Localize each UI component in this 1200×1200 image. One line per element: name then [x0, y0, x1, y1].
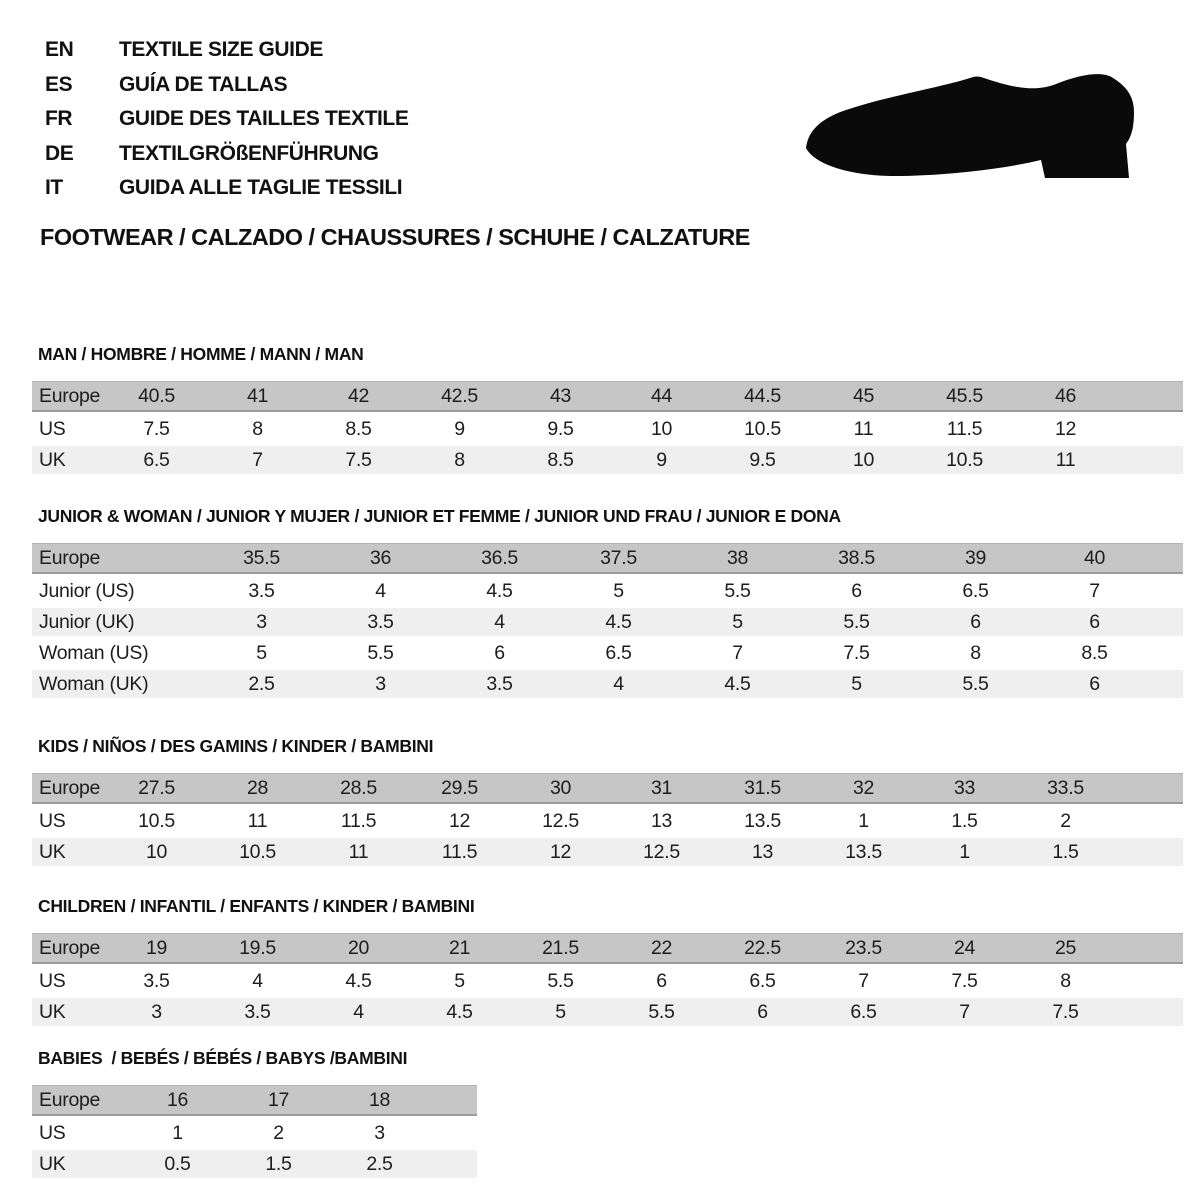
size-cell: 3.5 — [321, 608, 440, 636]
spacer-cell — [1116, 998, 1183, 1026]
size-cell: 7 — [1035, 577, 1154, 605]
size-cell: 1.5 — [1015, 838, 1116, 866]
spacer-cell — [430, 1085, 477, 1116]
size-cell: 3 — [106, 998, 207, 1026]
size-cell: 3 — [321, 670, 440, 698]
section-man — [32, 344, 1183, 477]
table-row — [32, 773, 1183, 804]
size-cell: 10.5 — [106, 807, 207, 835]
language-row — [45, 137, 408, 172]
size-cell: 4 — [207, 967, 308, 995]
spacer-cell — [1116, 446, 1183, 474]
size-cell: 45 — [813, 381, 914, 412]
table-row — [32, 1150, 477, 1178]
size-cell: 4 — [308, 998, 409, 1026]
size-cell: 1 — [813, 807, 914, 835]
row-label: Europe — [32, 381, 106, 412]
row-label: US — [32, 967, 106, 995]
language-code: ES — [45, 72, 73, 96]
size-cell: 3.5 — [207, 998, 308, 1026]
table-row — [32, 639, 1183, 667]
size-cell: 6.5 — [106, 446, 207, 474]
size-cell: 5 — [202, 639, 321, 667]
size-cell: 17 — [228, 1085, 329, 1116]
size-cell: 1 — [127, 1119, 228, 1147]
size-cell: 9 — [409, 415, 510, 443]
spacer-cell — [1116, 967, 1183, 995]
row-label: Europe — [32, 1085, 127, 1116]
size-cell: 31.5 — [712, 773, 813, 804]
spacer-cell — [430, 1150, 477, 1178]
size-cell: 7 — [813, 967, 914, 995]
size-cell: 5.5 — [321, 639, 440, 667]
size-cell: 2.5 — [202, 670, 321, 698]
language-title-list — [45, 33, 408, 206]
table-row — [32, 670, 1183, 698]
size-cell: 1.5 — [228, 1150, 329, 1178]
table-row — [32, 543, 1183, 574]
size-cell: 11 — [1015, 446, 1116, 474]
size-cell: 6 — [712, 998, 813, 1026]
size-cell: 4.5 — [308, 967, 409, 995]
language-code: DE — [45, 141, 74, 165]
row-label: Europe — [32, 933, 106, 964]
section-children — [32, 896, 1183, 1029]
size-cell: 6 — [1035, 608, 1154, 636]
size-cell: 6.5 — [712, 967, 813, 995]
spacer-cell — [1154, 670, 1183, 698]
size-cell: 7 — [207, 446, 308, 474]
size-cell: 6 — [797, 577, 916, 605]
size-cell: 3.5 — [202, 577, 321, 605]
size-cell: 16 — [127, 1085, 228, 1116]
size-cell: 12 — [1015, 415, 1116, 443]
size-cell: 38 — [678, 543, 797, 574]
size-cell: 35.5 — [202, 543, 321, 574]
size-cell: 32 — [813, 773, 914, 804]
size-cell: 7 — [678, 639, 797, 667]
size-cell: 42 — [308, 381, 409, 412]
size-cell: 12 — [409, 807, 510, 835]
size-cell: 10.5 — [712, 415, 813, 443]
size-cell: 3.5 — [440, 670, 559, 698]
size-cell: 28 — [207, 773, 308, 804]
size-cell: 11 — [207, 807, 308, 835]
row-label: Europe — [32, 543, 202, 574]
spacer-cell — [1154, 543, 1183, 574]
size-cell: 7.5 — [308, 446, 409, 474]
language-row — [45, 33, 408, 68]
row-label: Junior (US) — [32, 577, 202, 605]
size-cell: 5 — [409, 967, 510, 995]
size-cell: 29.5 — [409, 773, 510, 804]
spacer-cell — [1116, 933, 1183, 964]
size-cell: 33 — [914, 773, 1015, 804]
row-label: Europe — [32, 773, 106, 804]
size-cell: 22.5 — [712, 933, 813, 964]
size-cell: 12 — [510, 838, 611, 866]
language-code: EN — [45, 38, 74, 61]
size-cell: 11.5 — [409, 838, 510, 866]
size-cell: 21.5 — [510, 933, 611, 964]
size-cell: 10.5 — [207, 838, 308, 866]
size-cell: 9.5 — [510, 415, 611, 443]
row-label: UK — [32, 1150, 127, 1178]
size-cell: 6 — [1035, 670, 1154, 698]
language-title: TEXTILGRÖßENFÜHRUNG — [119, 141, 379, 165]
size-cell: 19 — [106, 933, 207, 964]
size-cell: 4 — [559, 670, 678, 698]
size-cell: 39 — [916, 543, 1035, 574]
size-cell: 10 — [813, 446, 914, 474]
size-cell: 3 — [202, 608, 321, 636]
size-cell: 30 — [510, 773, 611, 804]
size-cell: 8 — [1015, 967, 1116, 995]
row-label: Woman (UK) — [32, 670, 202, 698]
table-row — [32, 967, 1183, 995]
size-table-man — [32, 378, 1183, 477]
size-cell: 6.5 — [559, 639, 678, 667]
table-row — [32, 1119, 477, 1147]
size-cell: 2 — [1015, 807, 1116, 835]
section-kids — [32, 736, 1183, 869]
row-label: Woman (US) — [32, 639, 202, 667]
row-label: UK — [32, 998, 106, 1026]
spacer-cell — [1116, 415, 1183, 443]
size-cell: 9 — [611, 446, 712, 474]
spacer-cell — [1116, 773, 1183, 804]
size-cell: 21 — [409, 933, 510, 964]
size-cell: 5 — [559, 577, 678, 605]
size-cell: 6.5 — [813, 998, 914, 1026]
size-cell: 4.5 — [559, 608, 678, 636]
size-cell: 11 — [308, 838, 409, 866]
size-cell: 7 — [914, 998, 1015, 1026]
size-cell: 8 — [916, 639, 1035, 667]
size-cell: 5 — [678, 608, 797, 636]
row-label: UK — [32, 838, 106, 866]
section-title-babies: BABIES / BEBÉS / BÉBÉS / BABYS /BAMBINI — [38, 1048, 408, 1068]
size-cell: 10 — [611, 415, 712, 443]
size-cell: 4.5 — [409, 998, 510, 1026]
size-cell: 36.5 — [440, 543, 559, 574]
size-cell: 23.5 — [813, 933, 914, 964]
size-cell: 8.5 — [308, 415, 409, 443]
size-cell: 13 — [611, 807, 712, 835]
size-cell: 45.5 — [914, 381, 1015, 412]
size-cell: 7.5 — [106, 415, 207, 443]
size-cell: 8.5 — [510, 446, 611, 474]
size-cell: 5.5 — [916, 670, 1035, 698]
size-table-junior-woman — [32, 540, 1183, 701]
spacer-cell — [1116, 807, 1183, 835]
section-title-man: MAN / HOMBRE / HOMME / MANN / MAN — [38, 344, 364, 364]
spacer-cell — [1154, 608, 1183, 636]
table-row — [32, 933, 1183, 964]
size-cell: 3.5 — [106, 967, 207, 995]
section-title-junior-woman: JUNIOR & WOMAN / JUNIOR Y MUJER / JUNIOR ET FEMME / JUNIOR UND FRAU / JUNIOR E DONA — [38, 506, 841, 526]
size-cell: 12.5 — [611, 838, 712, 866]
size-cell: 0.5 — [127, 1150, 228, 1178]
section-title-children: CHILDREN / INFANTIL / ENFANTS / KINDER / BAMBINI — [38, 896, 475, 916]
table-row — [32, 807, 1183, 835]
section-title-kids: KIDS / NIÑOS / DES GAMINS / KINDER / BAMBINI — [38, 736, 434, 756]
size-cell: 11.5 — [308, 807, 409, 835]
spacer-cell — [1116, 381, 1183, 412]
size-cell: 41 — [207, 381, 308, 412]
size-cell: 3 — [329, 1119, 430, 1147]
language-row — [45, 68, 408, 103]
size-cell: 6.5 — [916, 577, 1035, 605]
size-cell: 28.5 — [308, 773, 409, 804]
table-row — [32, 1085, 477, 1116]
spacer-cell — [430, 1119, 477, 1147]
spacer-cell — [1116, 838, 1183, 866]
row-label: US — [32, 415, 106, 443]
size-cell: 4 — [321, 577, 440, 605]
size-cell: 6 — [611, 967, 712, 995]
language-row — [45, 171, 408, 206]
size-cell: 13 — [712, 838, 813, 866]
language-title: GUIDA ALLE TAGLIE TESSILI — [119, 176, 403, 200]
size-cell: 4.5 — [440, 577, 559, 605]
size-table-kids — [32, 770, 1183, 869]
size-cell: 7.5 — [1015, 998, 1116, 1026]
size-cell: 18 — [329, 1085, 430, 1116]
section-junior-woman — [32, 506, 1183, 701]
size-cell: 8.5 — [1035, 639, 1154, 667]
size-cell: 46 — [1015, 381, 1116, 412]
table-row — [32, 415, 1183, 443]
size-cell: 5.5 — [797, 608, 916, 636]
language-code: IT — [45, 176, 63, 200]
section-babies — [32, 1048, 477, 1181]
table-row — [32, 998, 1183, 1026]
size-cell: 7.5 — [914, 967, 1015, 995]
size-cell: 20 — [308, 933, 409, 964]
size-cell: 37.5 — [559, 543, 678, 574]
table-row — [32, 838, 1183, 866]
size-cell: 40.5 — [106, 381, 207, 412]
size-cell: 9.5 — [712, 446, 813, 474]
size-cell: 5.5 — [510, 967, 611, 995]
size-cell: 42.5 — [409, 381, 510, 412]
shoe-icon — [798, 64, 1143, 184]
size-cell: 2 — [228, 1119, 329, 1147]
size-cell: 6 — [916, 608, 1035, 636]
table-row — [32, 577, 1183, 605]
row-label: Junior (UK) — [32, 608, 202, 636]
size-cell: 11 — [813, 415, 914, 443]
size-cell: 44.5 — [712, 381, 813, 412]
size-cell: 4 — [440, 608, 559, 636]
language-title: TEXTILE SIZE GUIDE — [119, 38, 323, 61]
language-code: FR — [45, 107, 73, 131]
size-cell: 24 — [914, 933, 1015, 964]
size-cell: 5.5 — [678, 577, 797, 605]
size-cell: 36 — [321, 543, 440, 574]
size-cell: 13.5 — [712, 807, 813, 835]
size-cell: 31 — [611, 773, 712, 804]
size-cell: 5.5 — [611, 998, 712, 1026]
size-cell: 1 — [914, 838, 1015, 866]
row-label: UK — [32, 446, 106, 474]
size-cell: 1.5 — [914, 807, 1015, 835]
size-cell: 12.5 — [510, 807, 611, 835]
size-cell: 10.5 — [914, 446, 1015, 474]
spacer-cell — [1154, 639, 1183, 667]
row-label: US — [32, 807, 106, 835]
table-row — [32, 381, 1183, 412]
size-cell: 44 — [611, 381, 712, 412]
row-label: US — [32, 1119, 127, 1147]
size-cell: 8 — [409, 446, 510, 474]
size-cell: 7.5 — [797, 639, 916, 667]
size-cell: 5 — [510, 998, 611, 1026]
size-cell: 8 — [207, 415, 308, 443]
size-cell: 4.5 — [678, 670, 797, 698]
spacer-cell — [1154, 577, 1183, 605]
size-cell: 22 — [611, 933, 712, 964]
shoe-silhouette-path — [806, 74, 1134, 178]
language-title: GUÍA DE TALLAS — [119, 72, 288, 96]
size-cell: 19.5 — [207, 933, 308, 964]
category-heading: FOOTWEAR / CALZADO / CHAUSSURES / SCHUHE / CALZATURE — [40, 224, 750, 250]
size-cell: 6 — [440, 639, 559, 667]
table-row — [32, 608, 1183, 636]
language-title: GUIDE DES TAILLES TEXTILE — [119, 107, 409, 131]
size-cell: 27.5 — [106, 773, 207, 804]
size-cell: 43 — [510, 381, 611, 412]
size-cell: 2.5 — [329, 1150, 430, 1178]
size-cell: 33.5 — [1015, 773, 1116, 804]
size-cell: 5 — [797, 670, 916, 698]
size-cell: 40 — [1035, 543, 1154, 574]
language-row — [45, 102, 408, 137]
size-table-children — [32, 930, 1183, 1029]
table-row — [32, 446, 1183, 474]
size-cell: 25 — [1015, 933, 1116, 964]
size-cell: 13.5 — [813, 838, 914, 866]
size-cell: 10 — [106, 838, 207, 866]
size-table-babies — [32, 1082, 477, 1181]
size-cell: 11.5 — [914, 415, 1015, 443]
size-cell: 38.5 — [797, 543, 916, 574]
